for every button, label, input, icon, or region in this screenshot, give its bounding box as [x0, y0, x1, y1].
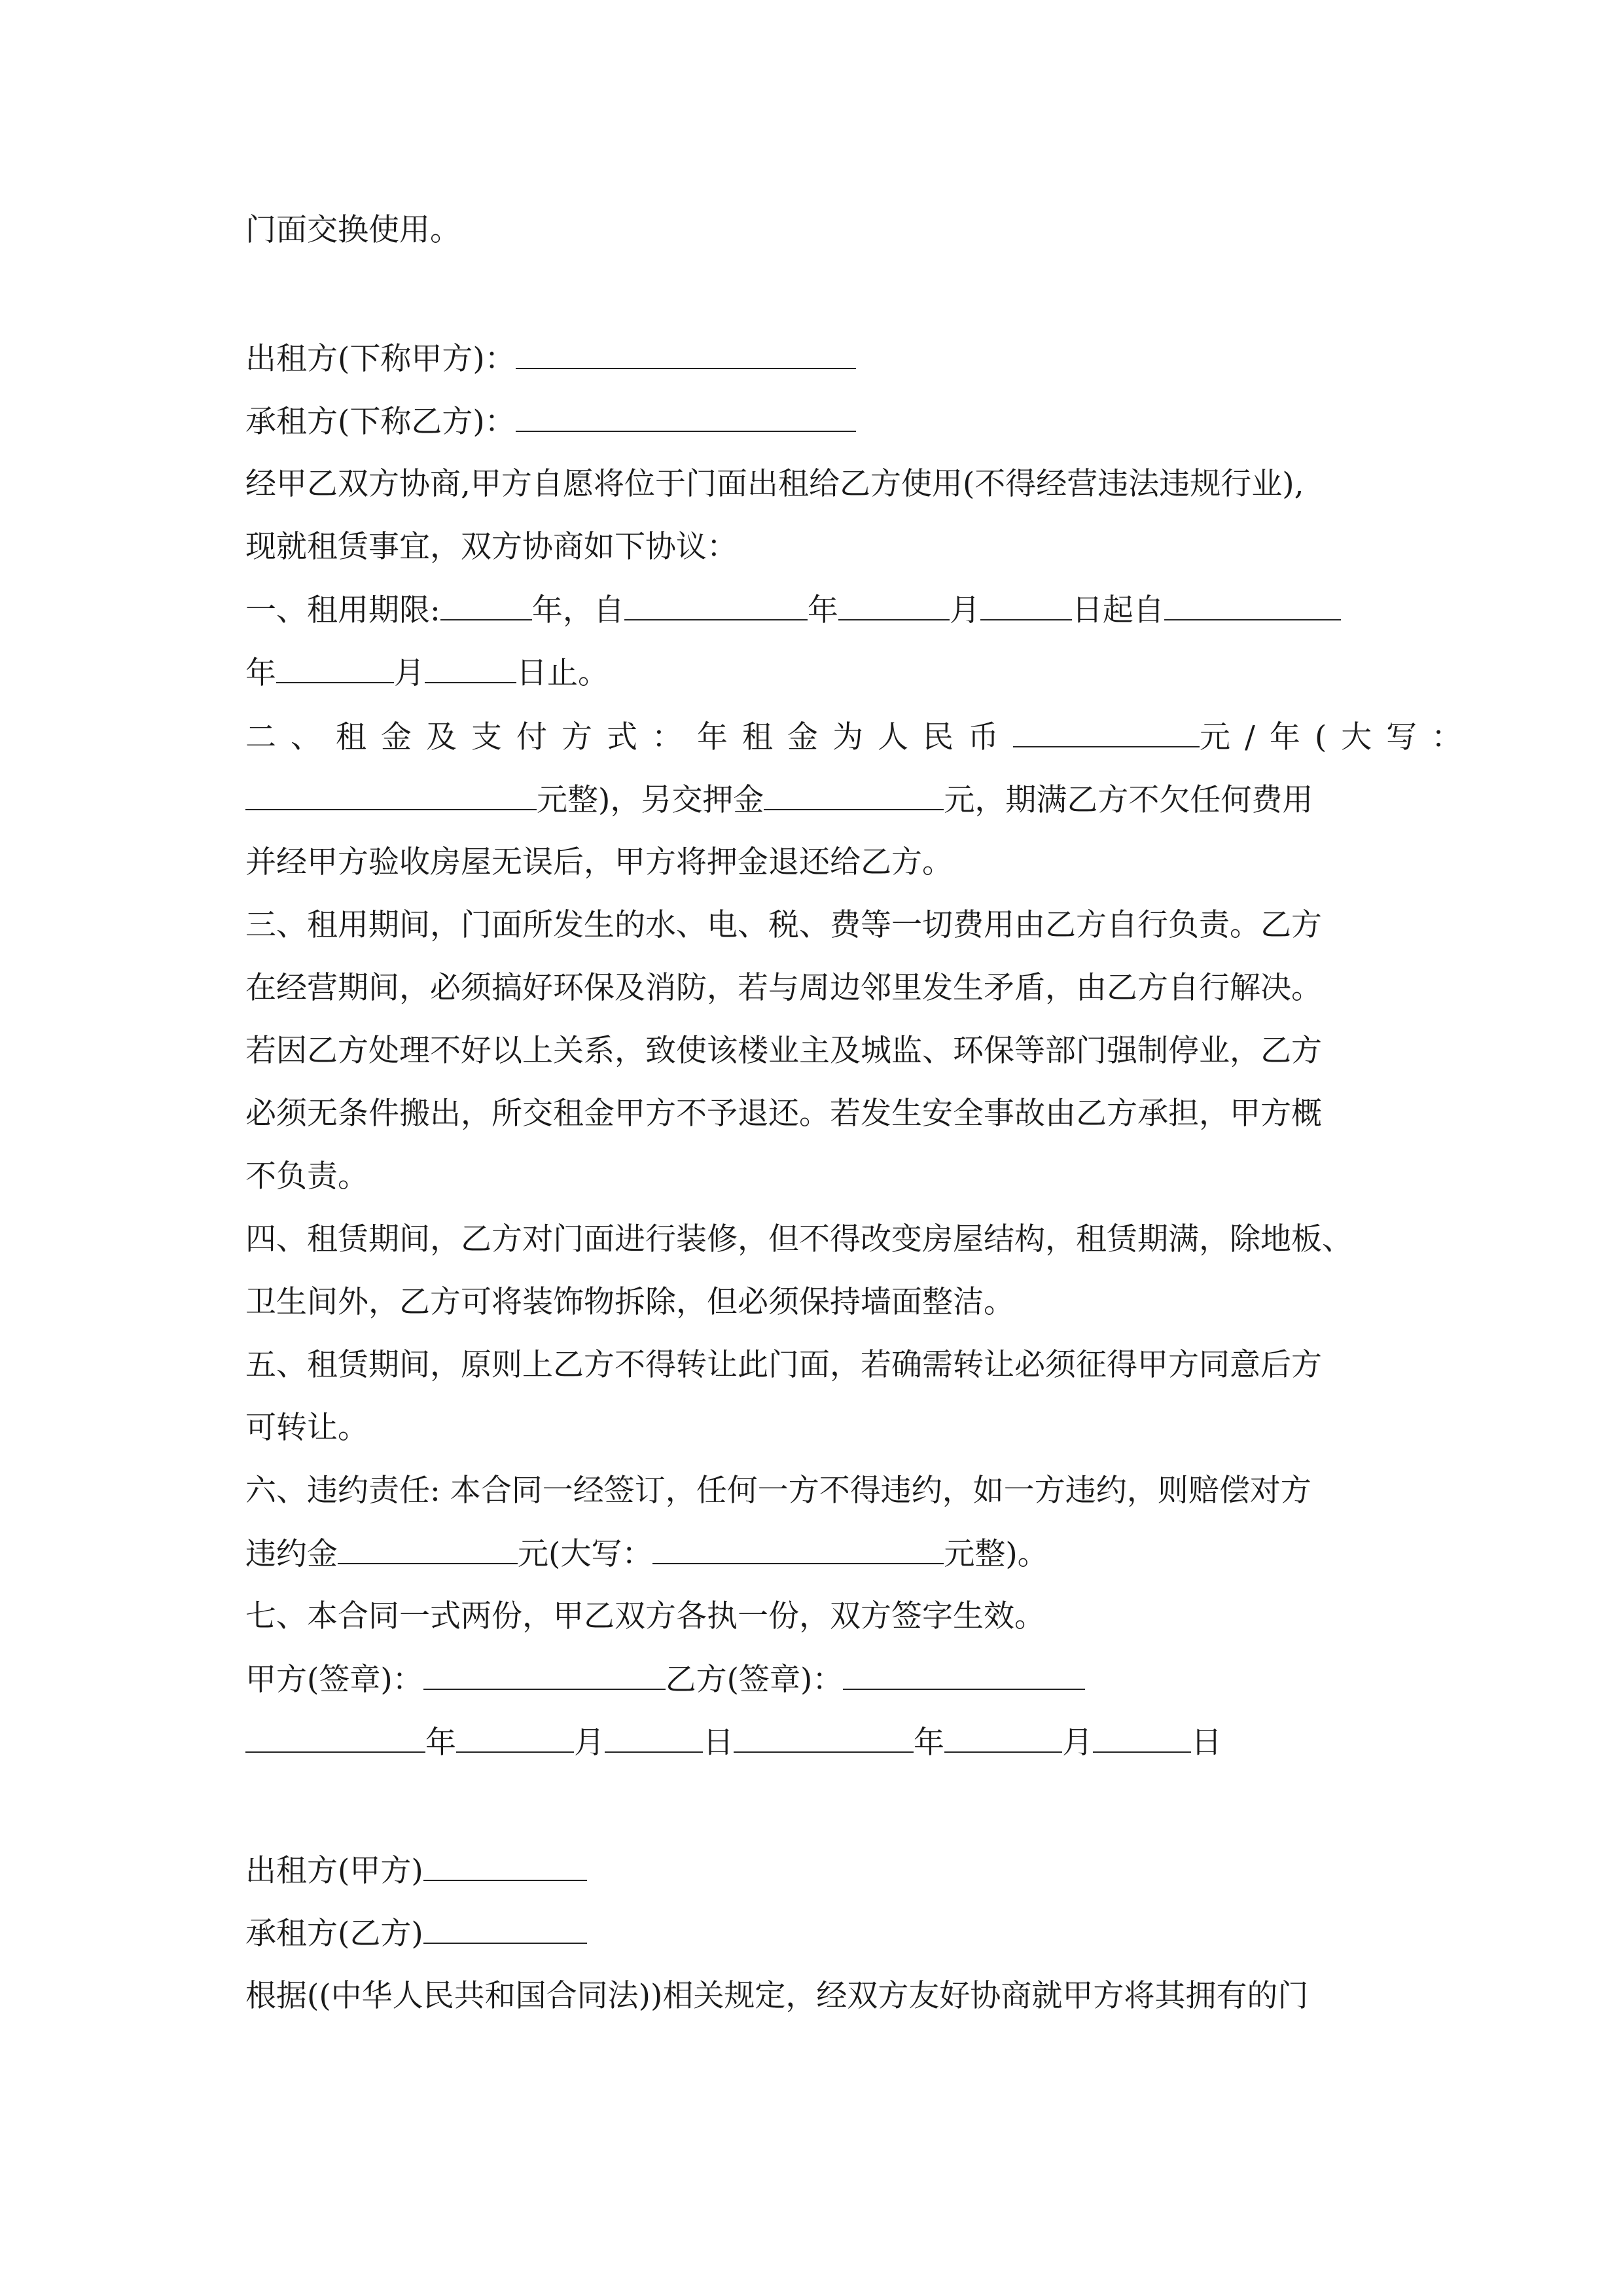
clause-6-line-2: [245, 1534, 1048, 1574]
clause-6-penalty-label: 违约金: [245, 1536, 338, 1572]
clause-6-end: 元整)。: [944, 1536, 1048, 1572]
clause-4-line-1: 四、租赁期间，乙方对门面进行装修，但不得改变房屋结构，租赁期满，除地板、: [245, 1221, 1353, 1257]
clause-1-heading: 一、租用期限:: [245, 592, 440, 628]
party-b-signature-blank[interactable]: [843, 1660, 1085, 1690]
second-lessor-label: 出租方(甲方): [245, 1853, 423, 1889]
clause-1-year-from: 年，自: [531, 592, 624, 628]
party-b-day-blank[interactable]: [1093, 1723, 1191, 1753]
clause-6-line-1: 六、违约责任: 本合同一经签订，任何一方不得违约，如一方违约，则赔偿对方: [245, 1473, 1311, 1509]
second-lessee-line: [245, 1914, 587, 1954]
party-a-month-label: 月: [574, 1725, 605, 1761]
party-b-year-blank[interactable]: [734, 1723, 914, 1753]
party-a-signature-label: 甲方(签章)：: [245, 1662, 423, 1698]
party-a-day-label: 日: [703, 1725, 734, 1761]
second-lessor-blank[interactable]: [423, 1851, 587, 1881]
annual-rent-blank[interactable]: [1013, 717, 1200, 747]
deposit-blank[interactable]: [764, 780, 944, 810]
clause-1-end-year: 年: [245, 655, 276, 691]
clause-2-unit: 元/年(大写：: [1200, 719, 1477, 755]
lessee-name-blank[interactable]: [516, 402, 856, 432]
second-lessee-blank[interactable]: [423, 1914, 587, 1944]
rent-in-words-blank[interactable]: [245, 780, 537, 810]
start-month-blank[interactable]: [838, 590, 950, 620]
clause-2-line-2: [245, 780, 1313, 820]
lessor-name-blank[interactable]: [516, 339, 856, 369]
second-lessor-line: [245, 1851, 587, 1891]
clause-1-day-from: 日起自: [1071, 592, 1164, 628]
clause-2-heading: 二、租金及支付方式：年租金为人民币: [245, 719, 1013, 755]
intro-line-1: 经甲乙双方协商,甲方自愿将位于门面出租给乙方使用(不得经营违法违规行业),: [245, 466, 1304, 502]
party-a-year-label: 年: [425, 1725, 456, 1761]
clause-2-deposit: 元整)，另交押金: [537, 782, 764, 818]
clause-1-line-2: [245, 653, 609, 693]
penalty-amount-blank[interactable]: [338, 1534, 518, 1564]
party-b-signature-label: 乙方(签章)：: [665, 1662, 844, 1698]
party-a-month-blank[interactable]: [456, 1723, 574, 1753]
party-b-month-label: 月: [1062, 1725, 1093, 1761]
lessor-line: [245, 339, 856, 379]
clause-2-deposit-unit: 元，期满乙方不欠任何费用: [944, 782, 1313, 818]
party-a-year-blank[interactable]: [245, 1723, 425, 1753]
intro-line-2: 现就租赁事宜，双方协商如下协议：: [245, 529, 738, 565]
party-a-day-blank[interactable]: [605, 1723, 703, 1753]
clause-2-line-1: [245, 717, 1476, 757]
party-a-signature-blank[interactable]: [423, 1660, 666, 1690]
clause-3-line-3: 若因乙方处理不好以上关系，致使该楼业主及城监、环保等部门强制停业，乙方: [245, 1033, 1322, 1069]
lessor-label: 出租方(下称甲方)：: [245, 341, 516, 377]
clause-3-line-4: 必须无条件搬出，所交租金甲方不予退还。若发生安全事故由乙方承担，甲方概: [245, 1096, 1322, 1132]
second-basis-line: 根据((中华人民共和国合同法))相关规定，经双方友好协商就甲方将其拥有的门: [245, 1978, 1309, 2014]
term-years-blank[interactable]: [440, 590, 532, 620]
clause-6-in-words: 元(大写：: [518, 1536, 653, 1572]
clause-7: 七、本合同一式两份，甲乙双方各执一份，双方签字生效。: [245, 1598, 1045, 1634]
second-lessee-label: 承租方(乙方): [245, 1916, 423, 1952]
signature-date-line: [245, 1723, 1222, 1763]
signature-line: [245, 1660, 1085, 1700]
clause-1-year: 年: [807, 592, 838, 628]
lessee-label: 承租方(下称乙方)：: [245, 404, 516, 440]
end-month-blank[interactable]: [276, 653, 394, 683]
clause-2-line-3: 并经甲方验收房屋无误后，甲方将押金退还给乙方。: [245, 844, 953, 880]
party-b-day-label: 日: [1191, 1725, 1222, 1761]
penalty-in-words-blank[interactable]: [652, 1534, 944, 1564]
end-year-blank[interactable]: [1164, 590, 1341, 620]
clause-1-end: 日止。: [516, 655, 609, 691]
lessee-line: [245, 402, 856, 442]
party-b-year-label: 年: [914, 1725, 944, 1761]
start-day-blank[interactable]: [980, 590, 1072, 620]
start-year-blank[interactable]: [624, 590, 808, 620]
clause-1-end-month: 月: [394, 655, 425, 691]
top-text: 门面交换使用。: [245, 212, 461, 248]
clause-3-line-2: 在经营期间，必须搞好环保及消防，若与周边邻里发生矛盾，由乙方自行解决。: [245, 970, 1322, 1006]
clause-5-line-1: 五、租赁期间，原则上乙方不得转让此门面，若确需转让必须征得甲方同意后方: [245, 1347, 1322, 1383]
clause-1-line-1: [245, 590, 1341, 630]
party-b-month-blank[interactable]: [944, 1723, 1062, 1753]
clause-5-line-2: 可转让。: [245, 1410, 368, 1446]
clause-4-line-2: 卫生间外，乙方可将装饰物拆除，但必须保持墙面整洁。: [245, 1284, 1014, 1320]
clause-3-line-1: 三、租用期间，门面所发生的水、电、税、费等一切费用由乙方自行负责。乙方: [245, 907, 1322, 943]
end-day-blank[interactable]: [425, 653, 516, 683]
clause-3-line-5: 不负责。: [245, 1158, 368, 1194]
clause-1-month: 月: [949, 592, 980, 628]
